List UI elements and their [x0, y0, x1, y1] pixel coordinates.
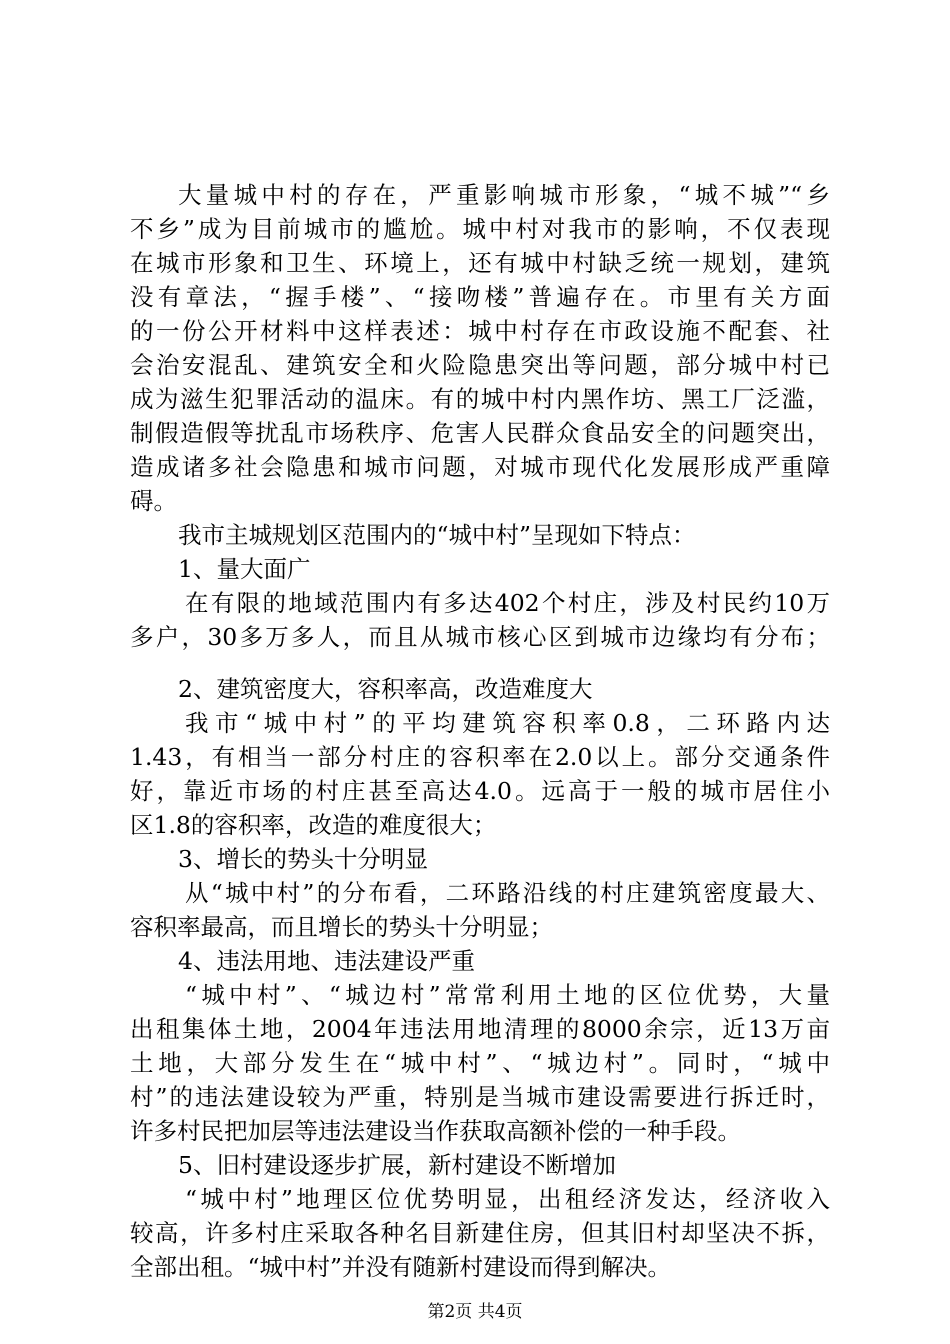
- section-heading-2: 2、建筑密度大，容积率高，改造难度大: [178, 675, 593, 703]
- paragraph-line: 会治安混乱、建筑安全和火险隐患突出等问题，部分城中村已: [130, 351, 830, 379]
- page-number-footer: 第2页 共4页: [427, 1302, 523, 1322]
- paragraph-line: 出租集体土地，2004年违法用地清理的8000余宗，近13万亩: [130, 1015, 830, 1043]
- paragraph-line: 全部出租。“城中村”并没有随新村建设而得到解决。: [130, 1253, 672, 1281]
- paragraph-line: 村”的违法建设较为严重，特别是当城市建设需要进行拆迁时，: [130, 1083, 830, 1111]
- paragraph-line: 好，靠近市场的村庄甚至高达4.0。远高于一般的城市居住小: [130, 777, 830, 805]
- paragraph-line: 许多村民把加层等违法建设当作获取高额补偿的一种手段。: [130, 1117, 741, 1145]
- paragraph-line: “城中村”地理区位优势明显，出租经济发达，经济收入: [185, 1185, 830, 1213]
- paragraph-line: 的一份公开材料中这样表述：城中村存在市政设施不配套、社: [130, 317, 830, 345]
- paragraph-line: “城中村”、“城边村”常常利用土地的区位优势，大量: [185, 981, 830, 1009]
- section-heading-5: 5、旧村建设逐步扩展，新村建设不断增加: [178, 1151, 616, 1179]
- paragraph-line: 较高，许多村庄采取各种名目新建住房，但其旧村却坚决不拆，: [130, 1219, 830, 1247]
- section-intro: 我市主城规划区范围内的“城中村”呈现如下特点：: [178, 521, 696, 549]
- paragraph-line: 制假造假等扰乱市场秩序、危害人民群众食品安全的问题突出，: [130, 419, 830, 447]
- paragraph-line: 我市“城中村”的平均建筑容积率0.8，二环路内达: [185, 709, 830, 737]
- paragraph-line: 区1.8的容积率，改造的难度很大；: [130, 811, 497, 839]
- paragraph-line: 碍。: [130, 487, 177, 515]
- paragraph-line: 在城市形象和卫生、环境上，还有城中村缺乏统一规划，建筑: [130, 249, 830, 277]
- section-heading-3: 3、增长的势头十分明显: [178, 845, 428, 873]
- paragraph-line: 成为滋生犯罪活动的温床。有的城中村内黑作坊、黑工厂泛滥，: [130, 385, 830, 413]
- paragraph-line: 在有限的地域范围内有多达402个村庄，涉及村民约10万: [185, 589, 830, 617]
- paragraph-line: 没有章法，“握手楼”、“接吻楼”普遍存在。市里有关方面: [130, 283, 830, 311]
- paragraph-line: 1.43，有相当一部分村庄的容积率在2.0以上。部分交通条件: [130, 743, 830, 771]
- paragraph-line: 造成诸多社会隐患和城市问题，对城市现代化发展形成严重障: [130, 453, 830, 481]
- paragraph-line: 大量城中村的存在，严重影响城市形象，“城不城”“乡: [178, 181, 830, 209]
- paragraph-line: 土地，大部分发生在“城中村”、“城边村”。同时，“城中: [130, 1049, 830, 1077]
- section-heading-4: 4、违法用地、违法建设严重: [178, 947, 475, 975]
- paragraph-line: 从“城中村”的分布看，二环路沿线的村庄建筑密度最大、: [185, 879, 830, 907]
- paragraph-line: 不乡”成为目前城市的尴尬。城中村对我市的影响，不仅表现: [130, 215, 830, 243]
- section-heading-1: 1、量大面广: [178, 555, 311, 583]
- paragraph-line: 容积率最高，而且增长的势头十分明显；: [130, 913, 553, 941]
- paragraph-line: 多户，30多万多人，而且从城市核心区到城市边缘均有分布；: [130, 623, 830, 651]
